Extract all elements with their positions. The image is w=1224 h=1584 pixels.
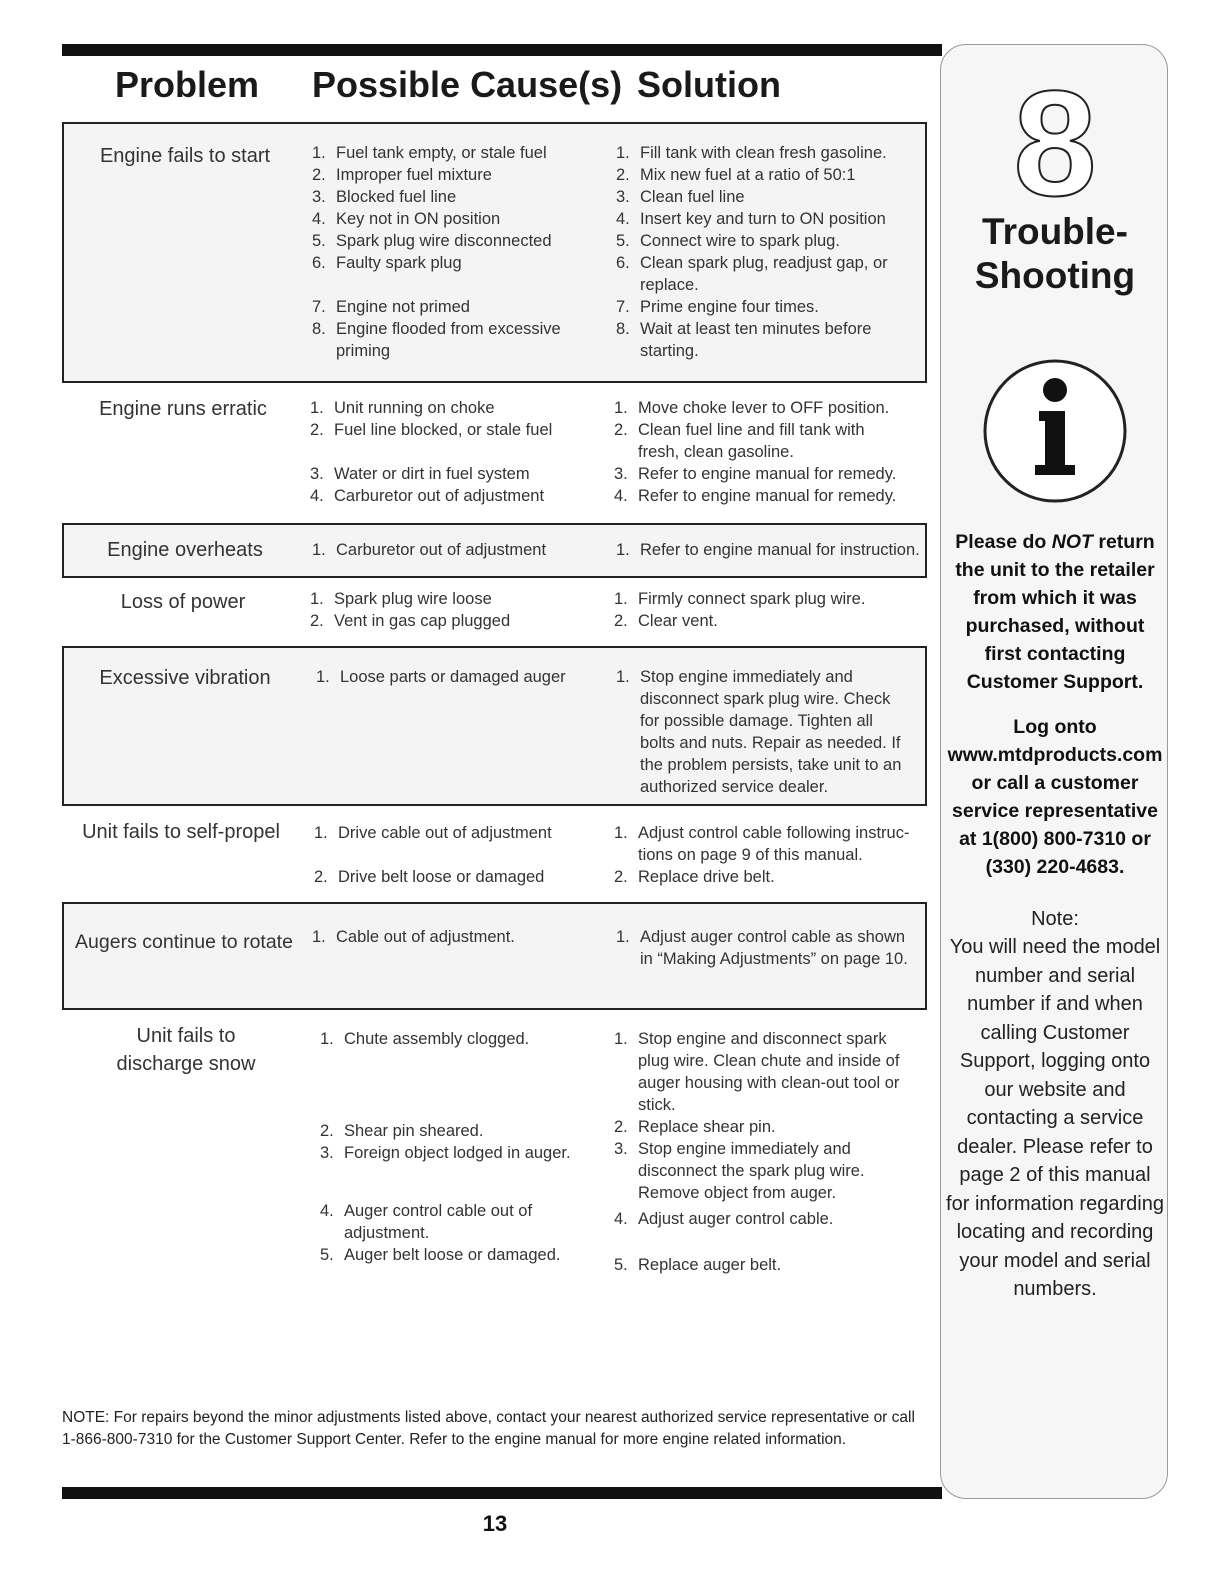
problem-label: Augers continue to rotate — [75, 931, 293, 953]
list-item: 1. Cable out of adjustment. — [312, 928, 515, 946]
cause-list — [310, 397, 610, 507]
solution-list — [614, 588, 919, 632]
solution-list — [614, 397, 919, 507]
list-item: 1. Drive cable out of adjustment — [314, 824, 552, 842]
problem-label: Excessive vibration — [99, 667, 271, 689]
header-problem: Problem — [115, 64, 260, 105]
list-item: 4. Insert key and turn to ON position — [616, 210, 886, 228]
list-item: 1. Carburetor out of adjustment — [312, 541, 547, 559]
list-item: 7. Prime engine four times. — [616, 298, 819, 316]
solution-list — [616, 142, 921, 362]
list-item: 1. Move choke lever to OFF position. — [614, 399, 890, 417]
list-item: 2. Improper fuel mixture — [312, 166, 492, 184]
note-title: Note: — [1031, 908, 1079, 930]
list-item: 1. Fill tank with clean fresh gasoline. — [616, 144, 887, 162]
list-item: 2. Clear vent. — [614, 612, 718, 630]
header-causes: Possible Cause(s) — [312, 64, 623, 105]
list-item: 6. Faulty spark plug — [312, 254, 462, 272]
cause-list — [314, 822, 614, 888]
note-body: You will need the model number and serial number if and when calling Customer Support, logging onto our website and contacting a service dealer. Please refer to page 2 of this manual for information regarding locating and recording your model and serial numbers. — [946, 936, 1164, 1300]
list-item: 6. Clean spark plug, readjust gap, or replace. — [616, 254, 888, 294]
list-item: 1. Stop engine immediately and disconnect spark plug wire. Check for possible damage. Tighten all bolts and nuts. Repair as needed. If the problem persists, take unit to an authorized service dealer. — [616, 668, 902, 796]
list-item: 4. Key not in ON position — [312, 210, 501, 228]
list-item: 5. Spark plug wire disconnected — [312, 232, 552, 250]
contact-info: Log onto www.mtdproducts.com or call a customer service representative at 1(800) 800-7310 or (330) 220-4683. — [947, 716, 1163, 878]
list-item: 4. Auger control cable out of adjustment. — [320, 1202, 533, 1242]
list-item: 8. Engine flooded from excessive priming — [312, 320, 561, 360]
list-item: 2. Drive belt loose or damaged — [314, 868, 545, 886]
info-icon — [981, 357, 1129, 505]
section-title: Trouble- Shooting — [974, 211, 1136, 296]
solution-list — [616, 666, 921, 798]
section-number: 8 — [1013, 59, 1097, 227]
cause-list — [312, 926, 612, 948]
list-item: 5. Replace auger belt. — [614, 1256, 782, 1274]
table-row — [62, 122, 927, 383]
list-item: 1. Refer to engine manual for instruction. — [616, 541, 920, 559]
cause-list — [312, 539, 612, 561]
table-row — [62, 806, 927, 902]
list-item: 2. Fuel line blocked, or stale fuel — [310, 421, 553, 439]
table-row — [62, 902, 927, 1010]
cause-list — [310, 588, 610, 632]
list-item: 3. Foreign object lodged in auger. — [320, 1144, 571, 1162]
return-warning: Please do NOT return the unit to the retailer from which it was purchased, without first contacting Customer Support. — [955, 531, 1155, 693]
list-item: 8. Wait at least ten minutes before starting. — [616, 320, 872, 360]
list-item: 3. Blocked fuel line — [312, 188, 457, 206]
problem-label: Unit fails to discharge snow — [116, 1025, 256, 1075]
list-item: 1. Firmly connect spark plug wire. — [614, 590, 866, 608]
list-item: 2. Clean fuel line and fill tank with fresh, clean gasoline. — [614, 421, 865, 461]
table-row — [62, 1010, 927, 1290]
sidebar-panel — [940, 44, 1168, 1499]
cause-list — [316, 666, 616, 688]
problem-label: Engine fails to start — [99, 145, 271, 167]
list-item: 3. Refer to engine manual for remedy. — [614, 465, 897, 483]
table-row — [62, 523, 927, 578]
list-item: 1. Spark plug wire loose — [310, 590, 492, 608]
list-item: 2. Shear pin sheared. — [320, 1122, 484, 1140]
list-item: 5. Connect wire to spark plug. — [616, 232, 840, 250]
list-item: 4. Carburetor out of adjustment — [310, 487, 545, 505]
problem-label: Engine runs erratic — [99, 398, 267, 420]
problem-label: Engine overheats — [107, 539, 263, 561]
list-item: 2. Replace drive belt. — [614, 868, 775, 886]
list-item: 2. Mix new fuel at a ratio of 50:1 — [616, 166, 856, 184]
list-item: 3. Clean fuel line — [616, 188, 745, 206]
list-item: 4. Refer to engine manual for remedy. — [614, 487, 897, 505]
page-number: 13 — [482, 1511, 508, 1536]
list-item: 5. Auger belt loose or damaged. — [320, 1246, 561, 1264]
table-row — [62, 578, 927, 646]
problem-label: Loss of power — [120, 591, 246, 613]
list-item: 1. Stop engine and disconnect spark plug wire. Clean chute and inside of auger housing with clean-out tool or stick. — [614, 1030, 900, 1114]
cause-list — [312, 142, 612, 362]
list-item: 4. Adjust auger control cable. — [614, 1210, 834, 1228]
list-item: 2. Vent in gas cap plugged — [310, 612, 511, 630]
bottom-rule — [62, 1487, 942, 1499]
top-rule — [62, 44, 942, 56]
list-item: 7. Engine not primed — [312, 298, 470, 316]
problem-label: Unit fails to self-propel — [82, 821, 280, 843]
list-item: 1. Adjust control cable following instruc-tions on page 9 of this manual. — [614, 824, 910, 864]
table-row — [62, 646, 927, 806]
cause-list — [320, 1028, 580, 1266]
list-item: 1. Chute assembly clogged. — [320, 1030, 530, 1048]
solution-list — [614, 1028, 919, 1276]
list-item: 3. Water or dirt in fuel system — [310, 465, 530, 483]
list-item: 2. Replace shear pin. — [614, 1118, 776, 1136]
list-item: 3. Stop engine immediately and disconnect the spark plug wire. Remove object from auger. — [614, 1140, 865, 1202]
list-item: 1. Adjust auger control cable as shown in “Making Adjustments” on page 10. — [616, 928, 908, 968]
list-item: 1. Loose parts or damaged auger — [316, 668, 566, 686]
solution-list — [616, 539, 921, 561]
list-item: 1. Unit running on choke — [310, 399, 495, 417]
header-solution: Solution — [637, 64, 781, 105]
footnote: NOTE: For repairs beyond the minor adjustments listed above, contact your nearest authorized service representative or call 1-866-800-7310 for the Customer Support Center. Refer to the engine manual for more engine related information. — [62, 1409, 915, 1448]
solution-list — [616, 926, 921, 970]
list-item: 1. Fuel tank empty, or stale fuel — [312, 144, 547, 162]
table-row — [62, 383, 927, 523]
solution-list — [614, 822, 919, 888]
